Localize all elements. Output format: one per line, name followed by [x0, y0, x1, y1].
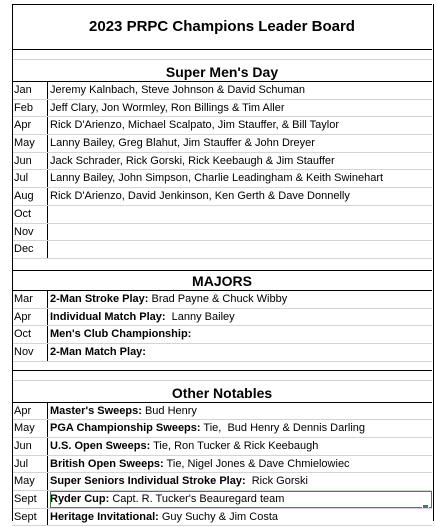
entry-cell[interactable]: Jeff Clary, Jon Wormley, Ron Billings & Tim Aller	[50, 101, 285, 114]
month-cell[interactable]: Oct	[12, 326, 48, 343]
month-cell[interactable]: Feb	[12, 100, 48, 117]
table-row[interactable]	[12, 326, 432, 344]
section-heading-text: Other Notables	[171, 384, 273, 401]
table-row[interactable]	[12, 420, 432, 438]
winners-text: Rick Gorski	[245, 475, 308, 488]
table-row[interactable]	[12, 206, 432, 224]
month-cell[interactable]: Dec	[12, 241, 48, 258]
month-cell[interactable]: Nov	[12, 224, 48, 241]
entry-cell[interactable]	[50, 403, 432, 420]
entry-cell[interactable]: Rick D'Arienzo, David Jenkinson, Ken Gerth & Dave Donnelly	[50, 190, 350, 203]
table-row[interactable]	[12, 344, 432, 362]
page-title: 2023 PRPC Champions Leader Board	[89, 18, 355, 35]
entry-cell[interactable]	[50, 224, 432, 241]
event-label: Ryder Cup:	[50, 493, 110, 506]
table-row[interactable]	[12, 456, 432, 474]
table-row[interactable]	[12, 473, 432, 491]
event-label: Master's Sweeps:	[50, 404, 142, 417]
blank-row[interactable]	[12, 259, 432, 271]
table-row[interactable]	[12, 309, 432, 327]
event-label: 2-Man Stroke Play:	[50, 292, 149, 305]
fill-handle[interactable]	[422, 504, 429, 508]
winners-text: Brad Payne & Chuck Wibby	[148, 292, 288, 305]
winners-text: Bud Henry	[141, 404, 197, 417]
blank-row[interactable]	[12, 50, 432, 60]
winners-text: Guy Suchy & Jim Costa	[158, 510, 279, 523]
table-row[interactable]	[12, 403, 432, 421]
section-heading-majors[interactable]	[12, 271, 432, 291]
table-row[interactable]	[12, 170, 432, 188]
winners-text: Tie, Ron Tucker & Rick Keebaugh	[150, 440, 319, 452]
entry-cell[interactable]: Rick D'Arienzo, Michael Scalpato, Jim Stauffer, & Bill Taylor	[50, 119, 340, 132]
winners-text: Capt. R. Tucker's Beauregard team	[109, 493, 285, 506]
winners-text: Tie, Bud Henry & Dennis Darling	[200, 422, 366, 435]
blank-row[interactable]	[12, 362, 432, 371]
table-row[interactable]	[12, 438, 432, 456]
blank-row[interactable]	[12, 371, 432, 381]
winners-text: Lanny Bailey	[165, 310, 235, 323]
section-heading-text: Super Men's Day	[165, 64, 279, 80]
winners-text: Tie, Nigel Jones & Dave Chmielowiec	[163, 457, 350, 470]
entry-cell[interactable]	[50, 326, 432, 343]
table-row[interactable]	[12, 241, 432, 259]
month-cell[interactable]: May	[12, 420, 48, 437]
section-heading-text: MAJORS	[192, 272, 252, 289]
month-cell[interactable]: Jan	[12, 82, 48, 99]
event-label: Individual Match Play:	[50, 310, 166, 323]
table-row[interactable]	[12, 224, 432, 242]
section-heading-other-notables[interactable]	[12, 381, 432, 403]
month-cell[interactable]: Apr	[12, 309, 48, 326]
event-label: British Open Sweeps:	[50, 457, 164, 470]
month-cell[interactable]: Apr	[12, 117, 48, 134]
month-cell[interactable]: May	[12, 473, 48, 490]
table-row[interactable]	[12, 188, 432, 206]
entry-cell[interactable]	[50, 420, 432, 437]
month-cell[interactable]: Jun	[12, 438, 48, 455]
entry-cell[interactable]	[50, 509, 432, 526]
month-cell[interactable]: Oct	[12, 206, 48, 223]
table-row[interactable]	[12, 135, 432, 153]
entry-cell[interactable]	[50, 473, 432, 490]
table-row[interactable]	[12, 509, 432, 527]
month-cell[interactable]: Jun	[12, 153, 48, 170]
entry-cell[interactable]	[50, 241, 432, 258]
event-label: U.S. Open Sweeps:	[50, 440, 151, 452]
section-heading-super-mens-day[interactable]	[12, 60, 432, 82]
entry-cell[interactable]	[50, 309, 432, 326]
entry-cell[interactable]	[50, 344, 432, 361]
entry-cell[interactable]: Lanny Bailey, Greg Blahut, Jim Stauffer & John Dreyer	[50, 137, 315, 150]
month-cell[interactable]: Mar	[12, 291, 48, 308]
month-cell[interactable]: Sept	[12, 509, 48, 526]
entry-cell[interactable]	[50, 456, 432, 473]
event-label: Heritage Invitational:	[50, 510, 159, 523]
table-row[interactable]	[12, 291, 432, 309]
table-row[interactable]	[12, 117, 432, 135]
month-cell[interactable]: Apr	[12, 403, 48, 420]
month-cell[interactable]: Aug	[12, 188, 48, 205]
event-label: Super Seniors Individual Stroke Play:	[50, 475, 246, 488]
event-label: Men's Club Championship:	[50, 328, 192, 341]
table-row[interactable]	[12, 100, 432, 118]
entry-cell[interactable]	[50, 438, 432, 455]
title-cell[interactable]	[12, 4, 432, 50]
table-row[interactable]	[12, 82, 432, 100]
month-cell[interactable]: Nov	[12, 344, 48, 361]
entry-cell[interactable]: Jeremy Kalnbach, Steve Johnson & David Schuman	[50, 84, 305, 96]
entry-cell[interactable]	[50, 491, 432, 508]
leader-board-sheet	[12, 0, 432, 526]
month-cell[interactable]: Jul	[12, 170, 48, 187]
event-label: PGA Championship Sweeps:	[50, 422, 201, 435]
table-row[interactable]	[12, 491, 432, 509]
month-cell[interactable]: Sept	[12, 491, 48, 508]
month-cell[interactable]: Jul	[12, 456, 48, 473]
entry-cell[interactable]: Jack Schrader, Rick Gorski, Rick Keebaugh & Jim Stauffer	[50, 154, 335, 167]
event-label: 2-Man Match Play:	[50, 345, 146, 358]
entry-cell[interactable]: Lanny Bailey, John Simpson, Charlie Leadingham & Keith Swinehart	[50, 172, 384, 185]
entry-cell[interactable]	[50, 206, 432, 223]
table-row[interactable]	[12, 153, 432, 171]
month-cell[interactable]: May	[12, 135, 48, 152]
entry-cell[interactable]	[50, 291, 432, 308]
